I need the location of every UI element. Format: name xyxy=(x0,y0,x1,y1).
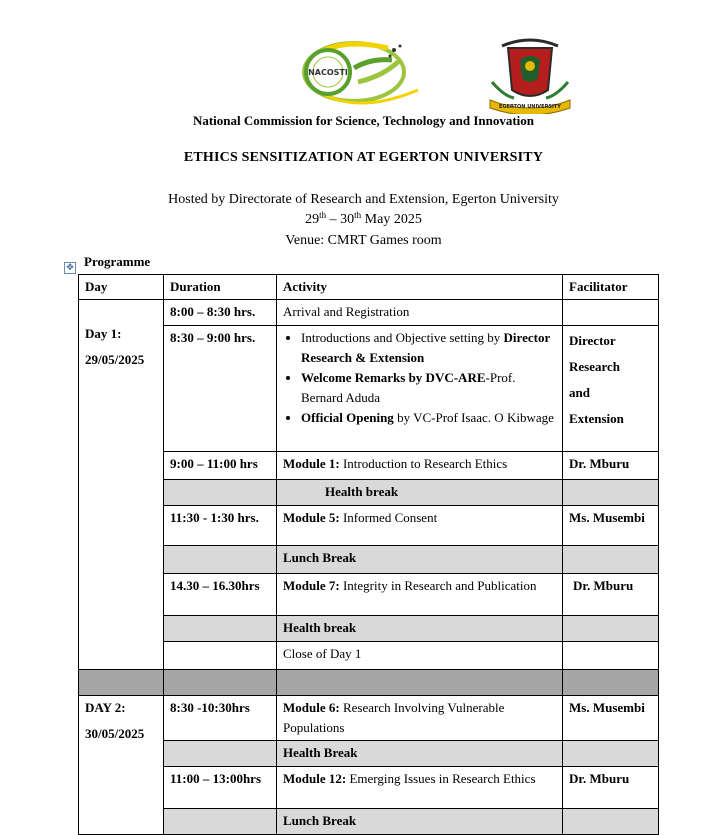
egerton-crest-text: EGERTON UNIVERSITY xyxy=(499,104,561,110)
activity-bullet: • Official Opening by VC-Prof Isaac. O Kibwage xyxy=(301,408,556,428)
table-move-handle-icon[interactable]: ✥ xyxy=(64,262,76,274)
table-row xyxy=(79,480,659,506)
activity-bullet: • Introductions and Objective setting by Director Research & Extension xyxy=(301,328,556,368)
facilitator-cell xyxy=(563,546,659,574)
duration-cell: 8:30 – 9:00 hrs. xyxy=(164,326,277,452)
activity-cell: Module 6: Research Involving Vulnerable Populations xyxy=(277,696,563,741)
date-sep: – 30 xyxy=(326,212,355,227)
activity-cell: Health Break xyxy=(277,741,563,767)
table-row xyxy=(79,741,659,767)
nacosti-logo xyxy=(296,38,446,108)
day2-label: DAY 2: xyxy=(85,700,126,715)
activity-bullet: • Welcome Remarks by DVC-ARE-Prof. Bernard Aduda xyxy=(301,368,556,408)
table-row xyxy=(79,326,659,452)
date-end-sup: th xyxy=(354,210,362,220)
table-row xyxy=(79,696,659,741)
facilitator-cell: Dr. Mburu xyxy=(563,452,659,480)
activity-cell: Close of Day 1 xyxy=(277,642,563,670)
table-row xyxy=(79,616,659,642)
table-row xyxy=(79,767,659,809)
activity-cell: Module 7: Integrity in Research and Publication xyxy=(277,574,563,616)
activity-cell xyxy=(277,326,563,452)
activity-cell: Module 5: Informed Consent xyxy=(277,506,563,546)
event-dates xyxy=(0,212,727,228)
facilitator-cell: Director Research and Extension xyxy=(563,326,659,452)
facilitator-cell xyxy=(563,741,659,767)
logo-row xyxy=(0,38,727,116)
facilitator-cell xyxy=(563,480,659,506)
table-row xyxy=(79,809,659,835)
date-start-day: 29 xyxy=(305,212,320,227)
day2-cell xyxy=(79,696,164,835)
facilitator-cell xyxy=(563,616,659,642)
day1-date: 29/05/2025 xyxy=(85,352,145,367)
table-row xyxy=(79,642,659,670)
table-row xyxy=(79,506,659,546)
table-header-row xyxy=(79,275,659,300)
duration-cell xyxy=(164,642,277,670)
duration-cell: 8:00 – 8:30 hrs. xyxy=(164,300,277,326)
table-row xyxy=(79,546,659,574)
table-row xyxy=(79,574,659,616)
table-row-separator xyxy=(79,670,659,696)
duration-cell xyxy=(164,741,277,767)
activity-cell: Lunch Break xyxy=(277,809,563,835)
duration-cell xyxy=(164,616,277,642)
table-row xyxy=(79,300,659,326)
date-end: May 2025 xyxy=(361,212,422,227)
nacosti-logo-text: NACOSTI xyxy=(308,68,348,77)
activity-cell: Module 1: Introduction to Research Ethics xyxy=(277,452,563,480)
facilitator-cell xyxy=(563,300,659,326)
header-activity: Activity xyxy=(277,275,563,300)
facilitator-cell: Ms. Musembi xyxy=(563,696,659,741)
activity-cell: Health break xyxy=(277,616,563,642)
egerton-crest xyxy=(484,38,576,114)
commission-name: National Commission for Science, Technology and Innovation xyxy=(192,113,535,128)
facilitator-cell xyxy=(563,642,659,670)
duration-cell: 11:30 - 1:30 hrs. xyxy=(164,506,277,546)
duration-cell: 14.30 – 16.30hrs xyxy=(164,574,277,616)
duration-cell: 11:00 – 13:00hrs xyxy=(164,767,277,809)
duration-cell xyxy=(164,809,277,835)
duration-cell: 8:30 -10:30hrs xyxy=(164,696,277,741)
header-facilitator: Facilitator xyxy=(563,275,659,300)
duration-cell xyxy=(164,546,277,574)
page-title: ETHICS SENSITIZATION AT EGERTON UNIVERSITY xyxy=(183,150,544,165)
facilitator-cell xyxy=(563,809,659,835)
header-duration: Duration xyxy=(164,275,277,300)
day1-cell xyxy=(79,300,164,670)
table-row xyxy=(79,452,659,480)
programme-table xyxy=(78,274,659,835)
activity-cell: Arrival and Registration xyxy=(277,300,563,326)
duration-cell xyxy=(164,480,277,506)
venue: Venue: CMRT Games room xyxy=(285,233,442,248)
hosted-by: Hosted by Directorate of Research and Extension, Egerton University xyxy=(168,192,559,207)
date-start-sup: th xyxy=(319,210,327,220)
activity-cell: Health break xyxy=(277,480,563,506)
duration-cell: 9:00 – 11:00 hrs xyxy=(164,452,277,480)
programme-label: Programme xyxy=(84,254,151,269)
facilitator-cell: Dr. Mburu xyxy=(563,767,659,809)
activity-cell: Module 12: Emerging Issues in Research Ethics xyxy=(277,767,563,809)
activity-cell: Lunch Break xyxy=(277,546,563,574)
facilitator-cell: Dr. Mburu xyxy=(563,574,659,616)
facilitator-cell: Ms. Musembi xyxy=(563,506,659,546)
day2-date: 30/05/2025 xyxy=(85,726,145,741)
day1-label: Day 1: xyxy=(85,326,122,341)
header-day: Day xyxy=(79,275,164,300)
